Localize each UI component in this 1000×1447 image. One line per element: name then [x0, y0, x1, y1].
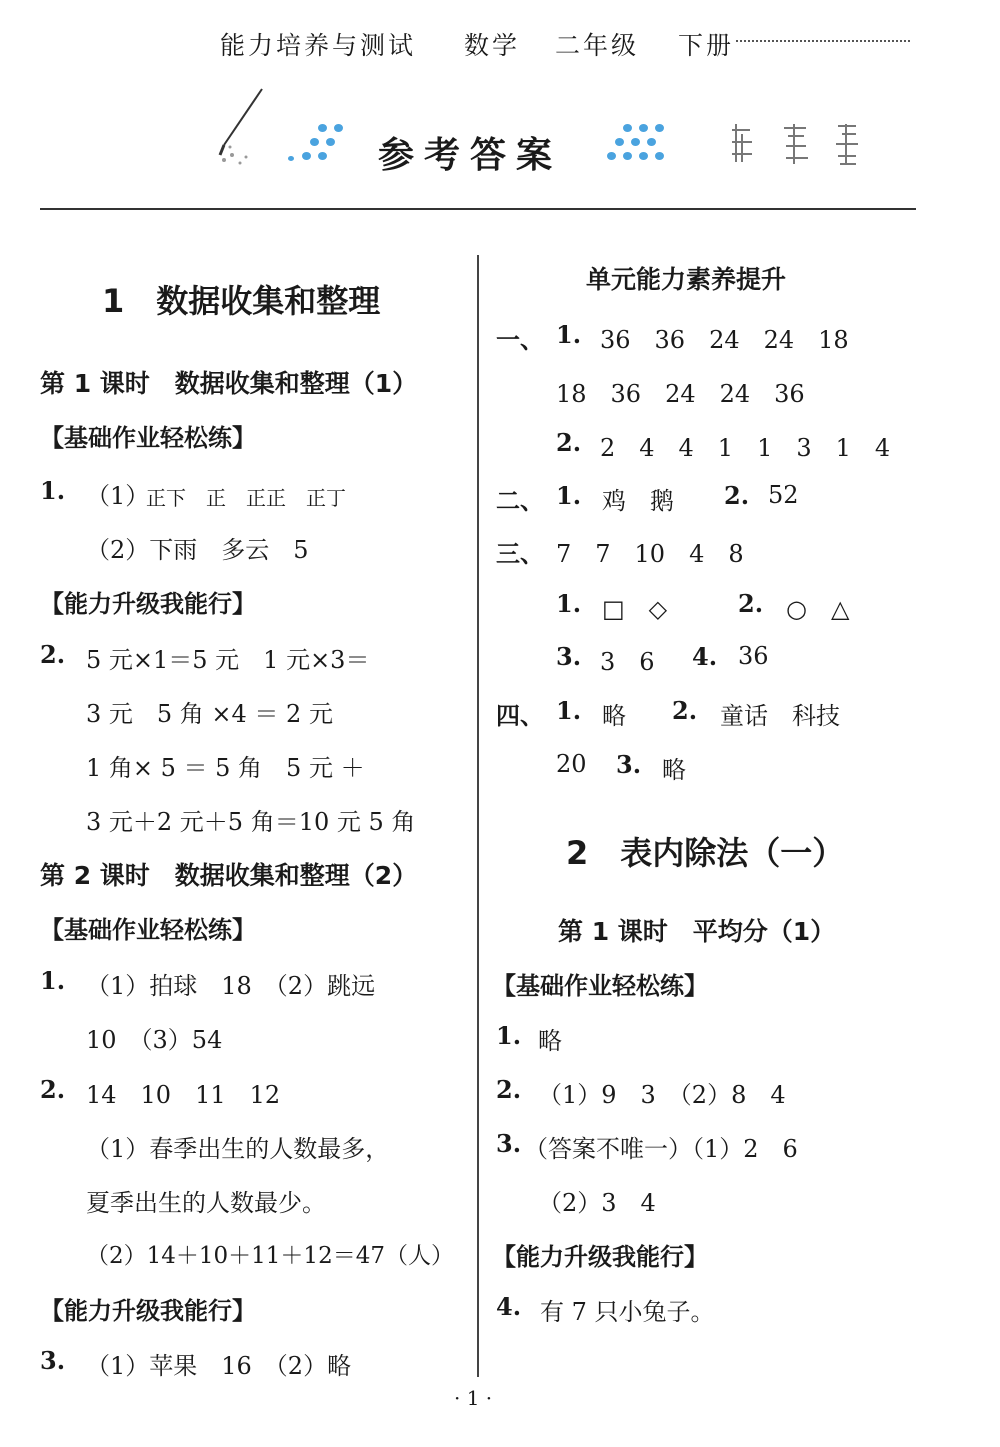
section-advanced-3: 【能力升级我能行】	[492, 1243, 708, 1271]
tally-marks: 正下 正 正正 正丁	[146, 486, 346, 510]
section-advanced-2: 【能力升级我能行】	[40, 1297, 256, 1325]
question-number: 2.	[738, 589, 764, 618]
section-advanced-1: 【能力升级我能行】	[40, 590, 256, 618]
question-number: 1.	[496, 1021, 522, 1050]
pencil-decoration-icon	[210, 85, 270, 170]
answer-line: 52	[768, 481, 799, 509]
answer-line: 36	[738, 642, 769, 670]
question-number: 1.	[556, 696, 582, 725]
question-number: 4.	[692, 642, 718, 671]
answer-line: 略	[602, 702, 626, 730]
unit-2-title: 2 表内除法（一）	[566, 834, 845, 872]
question-number: 2.	[724, 481, 750, 510]
dots-decoration-left-icon	[288, 118, 348, 168]
question-number: 2.	[40, 640, 66, 669]
question-number: 4.	[496, 1292, 522, 1321]
answer-shapes: ○ △	[786, 595, 850, 623]
answer-line: （1）9 3 （2）8 4	[538, 1081, 786, 1109]
section-basic-3: 【基础作业轻松练】	[492, 972, 708, 1000]
section-label: 三、	[496, 539, 544, 568]
lesson-2-title: 第 2 课时 数据收集和整理（2）	[40, 861, 418, 890]
header-dotted-line	[736, 40, 910, 42]
lesson-1-title: 第 1 课时 数据收集和整理（1）	[40, 369, 418, 398]
answer-line: （答案不唯一）（1）2 6	[524, 1135, 798, 1163]
unit-review-title: 单元能力素养提升	[586, 265, 787, 294]
question-number: 3.	[496, 1129, 522, 1158]
unit-2-lesson-1-title: 第 1 课时 平均分（1）	[558, 917, 836, 946]
question-number: 1.	[40, 966, 66, 995]
answer-line: 童话 科技	[720, 702, 840, 730]
question-number: 2.	[672, 696, 698, 725]
question-number: 1.	[556, 481, 582, 510]
answer-line: 7 7 10 4 8	[556, 540, 744, 568]
answer-line: 1 角× 5 ＝ 5 角 5 元 ＋	[86, 754, 365, 782]
page-number: · 1 ·	[454, 1386, 493, 1410]
section-basic-1: 【基础作业轻松练】	[40, 424, 256, 452]
question-number: 1.	[556, 320, 582, 349]
header-book-title: 能力培养与测试	[220, 31, 417, 60]
section-label: 一、	[496, 325, 544, 354]
question-number: 3.	[556, 642, 582, 671]
answer-line: 14 10 11 12	[86, 1081, 281, 1109]
section-basic-2: 【基础作业轻松练】	[40, 916, 256, 944]
dots-decoration-right-icon	[607, 118, 667, 168]
answer-line: （2）下雨 多云 5	[86, 536, 309, 564]
answer-line: 18 36 24 24 36	[556, 380, 805, 408]
answer-line: 36 36 24 24 18	[600, 326, 849, 354]
answer-line: 鸡 鹅	[602, 487, 674, 515]
column-divider	[477, 255, 479, 1377]
page-title: 参考答案	[378, 135, 563, 176]
answer-line: 夏季出生的人数最少。	[86, 1189, 326, 1217]
question-number: 3.	[40, 1346, 66, 1375]
answer-line: （2）14＋10＋11＋12＝47（人）	[86, 1243, 454, 1269]
question-number: 3.	[616, 750, 642, 779]
answer-line: 2 4 4 1 1 3 1 4	[600, 434, 891, 462]
answer-line: 有 7 只小兔子。	[540, 1298, 715, 1326]
question-number: 1.	[40, 476, 66, 505]
answer-line: 略	[538, 1027, 562, 1055]
answer-line: 3 6	[600, 648, 655, 676]
section-label: 二、	[496, 486, 544, 515]
answer-line: 20	[556, 750, 587, 778]
header-volume: 下册	[678, 31, 735, 60]
unit-1-title: 1 数据收集和整理	[102, 282, 381, 320]
answer-line: 3 元 5 角 ×4 ＝ 2 元	[86, 700, 333, 728]
top-rule	[40, 208, 916, 210]
header-grade: 二年级	[555, 31, 640, 60]
header-subject: 数学	[464, 31, 521, 60]
question-number: 2.	[556, 428, 582, 457]
answer-line: 5 元×1＝5 元 1 元×3＝	[86, 646, 370, 674]
stamp-decoration-icon	[728, 120, 863, 168]
answer-line: （1）拍球 18 （2）跳远	[86, 972, 376, 1000]
answer-line: （2）3 4	[538, 1189, 656, 1217]
answer-shapes: □ ◇	[602, 595, 668, 623]
section-label: 四、	[496, 701, 544, 730]
answer-line: （1）	[86, 482, 150, 510]
question-number: 2.	[40, 1075, 66, 1104]
answer-line: 略	[662, 756, 686, 784]
answer-line: （1）苹果 16 （2）略	[86, 1352, 352, 1380]
answer-line: 3 元＋2 元＋5 角＝10 元 5 角	[86, 808, 416, 836]
answer-line: （1）春季出生的人数最多，	[86, 1135, 390, 1163]
answer-line: 10 （3）54	[86, 1026, 223, 1054]
question-number: 1.	[556, 589, 582, 618]
question-number: 2.	[496, 1075, 522, 1104]
